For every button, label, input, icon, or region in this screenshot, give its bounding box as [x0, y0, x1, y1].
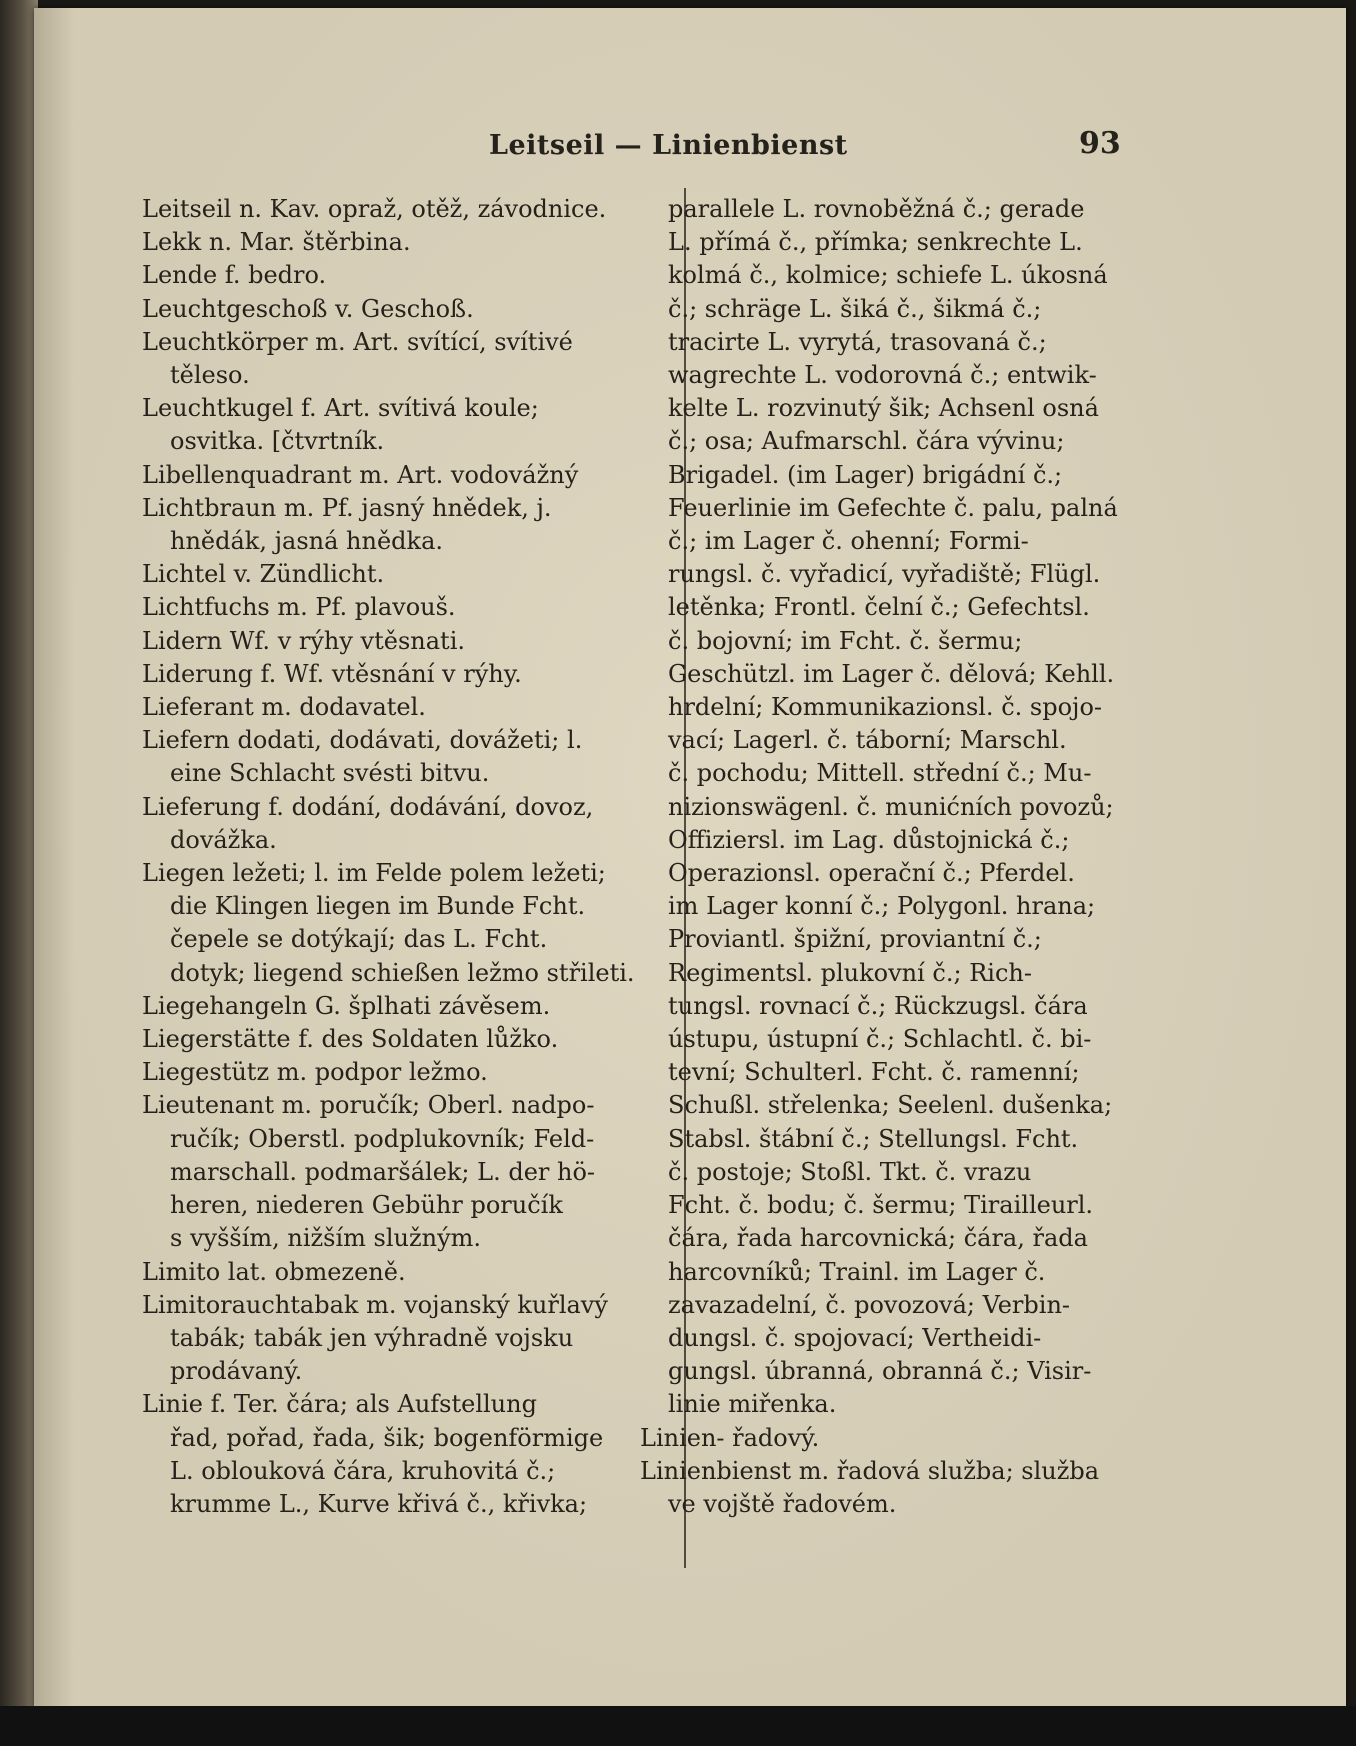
entry-continuation: dovážka. — [170, 825, 277, 854]
entry-continuation: parallele L. rovnoběžná č.; gerade — [668, 195, 1085, 223]
entry-line: Liderung f. Wf. vtěsnání v rýhy. — [142, 659, 522, 688]
entry-continuation: č. postoje; Stoßl. Tkt. č. vrazu — [668, 1157, 1032, 1186]
entry-continuation: hnědák, jasná hnědka. — [170, 527, 444, 556]
entry-continuation: ve vojště řadovém. — [668, 1489, 897, 1518]
entry-continuation: im Lager konní č.; Polygonl. hrana; — [668, 892, 1096, 921]
entry-continuation: dotyk; liegend schießen ležmo střileti. — [170, 958, 635, 987]
entry-continuation: č. pochodu; Mittell. střední č.; Mu- — [668, 759, 1092, 788]
entry-continuation: L. oblouková čára, kruhovitá č.; — [170, 1456, 556, 1485]
entry-line: Linie f. Ter. čára; als Aufstellung — [142, 1390, 537, 1419]
entry-continuation: vací; Lagerl. č. táborní; Marschl. — [668, 726, 1067, 755]
entry-continuation: die Klingen liegen im Bunde Fcht. — [170, 892, 586, 921]
entry-continuation: osvitka. [čtvrtník. — [170, 427, 385, 456]
entry-line: Libellenquadrant m. Art. vodovážný — [142, 460, 579, 489]
right-column — [640, 193, 1152, 1521]
entry-line: Lekk n. Mar. štěrbina. — [142, 228, 411, 257]
entry-continuation: Operazionsl. operační č.; Pferdel. — [668, 859, 1075, 888]
entry-continuation: čára, řada harcovnická; čára, řada — [668, 1224, 1088, 1253]
entry-line: Liegestütz m. podpor ležmo. — [142, 1058, 488, 1087]
left-column — [142, 193, 662, 1521]
entry-line: Lichtfuchs m. Pf. plavouš. — [142, 593, 456, 622]
entry-continuation: Brigadel. (im Lager) brigádní č.; — [668, 460, 1063, 489]
entry-continuation: řad, pořad, řada, šik; bogenförmige — [170, 1423, 604, 1452]
entry-continuation: krumme L., Kurve křivá č., křivka; — [170, 1489, 588, 1518]
entry-line: Lichtbraun m. Pf. jasný hnědek, j. — [142, 493, 552, 522]
entry-line: Limitorauchtabak m. vojanský kuřlavý — [142, 1290, 608, 1319]
entry-continuation: Schußl. střelenka; Seelenl. dušenka; — [668, 1091, 1113, 1120]
entry-line: Leitseil n. Kav. opraž, otěž, závodnice. — [142, 195, 607, 223]
book-binding-edge — [0, 0, 38, 1746]
entry-continuation: tevní; Schulterl. Fcht. č. ramenní; — [668, 1058, 1080, 1087]
entry-continuation: marschall. podmaršálek; L. der hö- — [170, 1157, 596, 1186]
entry-line: Leuchtkörper m. Art. svítící, svítivé — [142, 327, 573, 356]
entry-continuation: č. bojovní; im Fcht. č. šermu; — [668, 626, 1023, 655]
entry-line: Lieutenant m. poručík; Oberl. nadpo- — [142, 1091, 595, 1120]
entry-continuation: Geschützl. im Lager č. dělová; Kehll. — [668, 659, 1115, 688]
dictionary-page — [34, 8, 1346, 1708]
entry-line: Liefern dodati, dodávati, dovážeti; l. — [142, 726, 583, 755]
entry-continuation: prodávaný. — [170, 1357, 303, 1386]
entry-continuation: č.; im Lager č. ohenní; Formi- — [668, 527, 1029, 556]
entry-continuation: rungsl. č. vyřadicí, vyřadiště; Flügl. — [668, 560, 1101, 589]
entry-continuation: s vyšším, nižším služným. — [170, 1224, 482, 1253]
entry-continuation: dungsl. č. spojovací; Vertheidi- — [668, 1323, 1042, 1352]
entry-line: Linienbienst m. řadová služba; služba — [640, 1456, 1100, 1485]
entry-continuation: Regimentsl. plukovní č.; Rich- — [668, 958, 1032, 987]
entry-continuation: ručík; Oberstl. podplukovník; Feld- — [170, 1124, 595, 1153]
entry-continuation: L. přímá č., přímka; senkrechte L. — [668, 228, 1083, 257]
entry-continuation: hrdelní; Kommunikazionsl. č. spojo- — [668, 693, 1103, 722]
entry-continuation: těleso. — [170, 361, 250, 390]
entry-continuation: Fcht. č. bodu; č. šermu; Tirailleurl. — [668, 1191, 1094, 1220]
page-number: 93 — [1079, 126, 1121, 161]
entry-line: Liegen ležeti; l. im Felde polem ležeti; — [142, 859, 606, 888]
entry-line: Lidern Wf. v rýhy vtěsnati. — [142, 626, 465, 655]
entry-continuation: zavazadelní, č. povozová; Verbin- — [668, 1290, 1071, 1319]
page-header — [34, 126, 1346, 170]
entry-continuation: kolmá č., kolmice; schiefe L. úkosná — [668, 261, 1108, 290]
entry-continuation: gungsl. úbranná, obranná č.; Visir- — [668, 1357, 1092, 1386]
entry-continuation: čepele se dotýkají; das L. Fcht. — [170, 925, 548, 954]
entry-line: Liegerstätte f. des Soldaten lůžko. — [142, 1025, 559, 1054]
entry-continuation: Feuerlinie im Gefechte č. palu, palná — [668, 493, 1118, 522]
entry-line: Lieferant m. dodavatel. — [142, 693, 426, 722]
entry-line: Linien- řadový. — [640, 1423, 820, 1452]
entry-line: Limito lat. obmezeně. — [142, 1257, 406, 1286]
entry-continuation: eine Schlacht svésti bitvu. — [170, 759, 490, 788]
entry-continuation: kelte L. rozvinutý šik; Achsenl osná — [668, 394, 1099, 423]
scan-bottom-shadow — [0, 1706, 1356, 1746]
entry-continuation: tungsl. rovnací č.; Rückzugsl. čára — [668, 991, 1088, 1020]
running-head: Leitseil — Linienbienst — [489, 130, 848, 161]
entry-line: Leuchtkugel f. Art. svítivá koule; — [142, 394, 539, 423]
entry-continuation: Stabsl. štábní č.; Stellungsl. Fcht. — [668, 1124, 1079, 1153]
entry-continuation: Offiziersl. im Lag. důstojnická č.; — [668, 825, 1070, 854]
entry-line: Lende f. bedro. — [142, 261, 327, 290]
entry-line: Lieferung f. dodání, dodávání, dovoz, — [142, 792, 594, 821]
entry-continuation: č.; osa; Aufmarschl. čára vývinu; — [668, 427, 1065, 456]
entry-continuation: nizionswägenl. č. munićních povozů; — [668, 792, 1114, 821]
entry-continuation: ústupu, ústupní č.; Schlachtl. č. bi- — [668, 1025, 1092, 1054]
entry-continuation: heren, niederen Gebühr poručík — [170, 1191, 563, 1220]
entry-continuation: harcovníků; Trainl. im Lager č. — [668, 1257, 1046, 1286]
entry-line: Leuchtgeschoß v. Geschoß. — [142, 294, 474, 323]
entry-line: Lichtel v. Zündlicht. — [142, 560, 385, 589]
entry-continuation: letěnka; Frontl. čelní č.; Gefechtsl. — [668, 593, 1090, 622]
entry-continuation: Proviantl. špižní, proviantní č.; — [668, 925, 1042, 954]
entry-continuation: č.; schräge L. šiká č., šikmá č.; — [668, 294, 1042, 323]
entry-continuation: tracirte L. vyrytá, trasovaná č.; — [668, 327, 1047, 356]
entry-continuation: linie miřenka. — [668, 1390, 837, 1419]
entry-line: Liegehangeln G. šplhati závěsem. — [142, 991, 551, 1020]
entry-continuation: wagrechte L. vodorovná č.; entwik- — [668, 361, 1097, 390]
entry-continuation: tabák; tabák jen výhradně vojsku — [170, 1323, 574, 1352]
